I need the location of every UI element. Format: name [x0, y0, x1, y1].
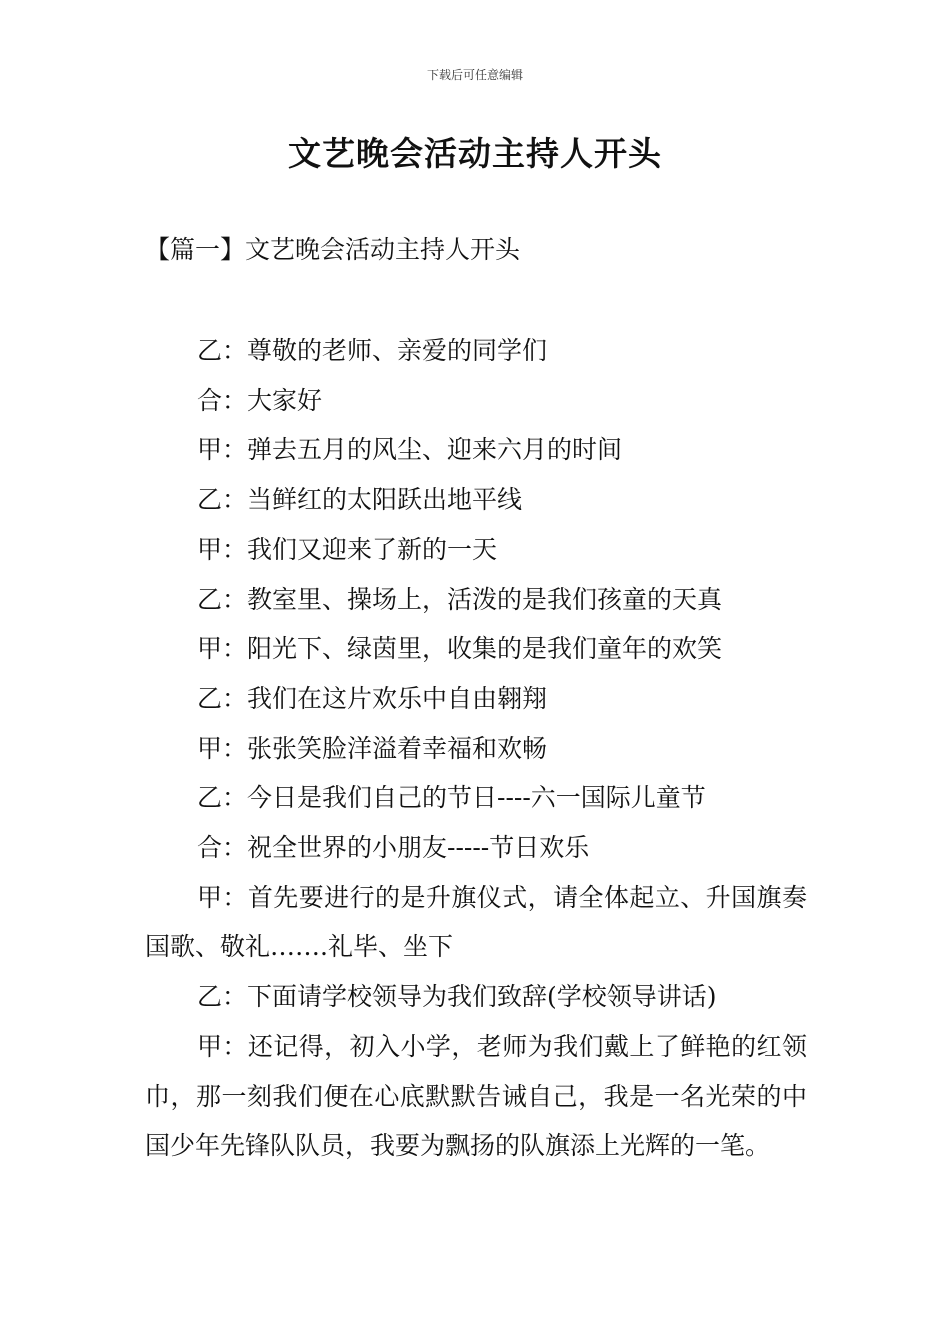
document-title: 文艺晚会活动主持人开头 [288, 134, 662, 173]
dialogue-line: 合：祝全世界的小朋友-----节日欢乐 [197, 833, 590, 863]
dialogue-paragraph: 甲：还记得，初入小学，老师为我们戴上了鲜艳的红领巾，那一刻我们便在心底默默告诫自己，我是一名光荣的中国少年先锋队队员，我要为飘扬的队旗添上光辉的一笔。 [145, 1031, 807, 1161]
dialogue-line: 乙：下面请学校领导为我们致辞(学校领导讲话) [197, 982, 717, 1012]
dialogue-paragraph: 甲：首先要进行的是升旗仪式，请全体起立、升国旗奏国歌、敬礼…….礼毕、坐下 [145, 882, 807, 962]
dialogue-line: 甲：弹去五月的风尘、迎来六月的时间 [197, 435, 623, 465]
dialogue-line: 合：大家好 [197, 385, 323, 415]
document-body [145, 326, 807, 1171]
dialogue-line: 乙：我们在这片欢乐中自由翱翔 [197, 683, 548, 713]
dialogue-line: 乙：教室里、操场上，活泼的是我们孩童的天真 [197, 584, 723, 614]
dialogue-line: 甲：我们又迎来了新的一天 [197, 534, 498, 564]
dialogue-line: 甲：阳光下、绿茵里，收集的是我们童年的欢笑 [197, 634, 723, 664]
page-header-note: 下载后可任意编辑 [426, 68, 523, 82]
section-heading: 【篇一】文艺晚会活动主持人开头 [145, 235, 521, 264]
dialogue-line: 乙：当鲜红的太阳跃出地平线 [197, 485, 523, 515]
dialogue-line: 乙：今日是我们自己的节日----六一国际儿童节 [197, 783, 706, 813]
dialogue-line: 甲：张张笑脸洋溢着幸福和欢畅 [197, 733, 548, 763]
dialogue-line: 乙：尊敬的老师、亲爱的同学们 [197, 336, 548, 365]
